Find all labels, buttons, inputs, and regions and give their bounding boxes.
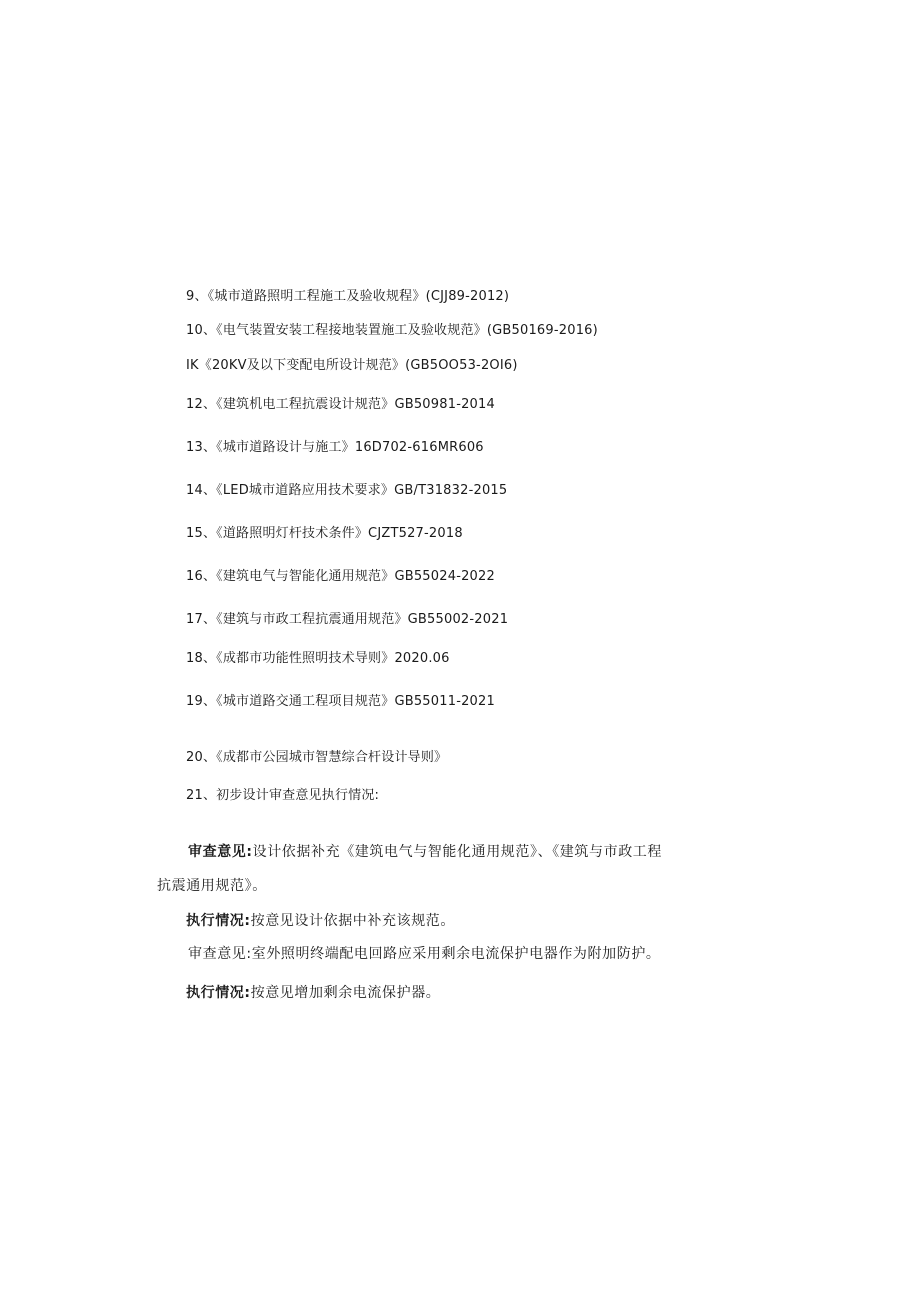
reference-item-18: 18、《成都市功能性照明技术导则》2020.06 xyxy=(186,651,450,666)
execution-status-label: 执行情况: xyxy=(186,913,251,929)
execution-status-label: 执行情况: xyxy=(186,985,251,1001)
reference-item-17: 17、《建筑与市政工程抗震通用规范》GB55002-2021 xyxy=(186,612,509,627)
review-comment-2 xyxy=(188,946,661,962)
execution-status-2 xyxy=(186,985,440,1001)
review-comment-text: 室外照明终端配电回路应采用剩余电流保护电器作为附加防护。 xyxy=(251,946,661,962)
reference-item-9: 9、《城市道路照明工程施工及验收规程》(CJJ89-2012) xyxy=(186,289,510,304)
reference-item-12: 12、《建筑机电工程抗震设计规范》GB50981-2014 xyxy=(186,397,495,412)
review-comment-1 xyxy=(188,844,662,860)
review-comment-label: 审查意见: xyxy=(188,946,252,962)
review-comment-label: 审查意见: xyxy=(188,844,253,860)
review-comment-text: 设计依据补充《建筑电气与智能化通用规范》、《建筑与市政工程 xyxy=(252,844,663,860)
reference-item-15: 15、《道路照明灯杆技术条件》CJZT527-2018 xyxy=(186,526,463,541)
reference-item-10: 10、《电气装置安装工程接地装置施工及验收规范》(GB50169-2016) xyxy=(186,323,598,338)
review-comment-1-continuation: 抗震通用规范》。 xyxy=(157,878,267,894)
reference-item-19: 19、《城市道路交通工程项目规范》GB55011-2021 xyxy=(186,694,495,709)
reference-item-14: 14、《LED城市道路应用技术要求》GB/T31832-2015 xyxy=(186,483,508,498)
execution-status-1 xyxy=(186,913,455,929)
reference-item-20: 20、《成都市公园城市智慧综合杆设计导则》 xyxy=(186,750,448,765)
reference-item-16: 16、《建筑电气与智能化通用规范》GB55024-2022 xyxy=(186,569,495,584)
reference-item-13: 13、《城市道路设计与施工》16D702-616MR606 xyxy=(186,440,484,455)
execution-status-text: 按意见设计依据中补充该规范。 xyxy=(250,913,456,929)
execution-status-text: 按意见增加剩余电流保护器。 xyxy=(250,985,441,1001)
review-section-heading: 21、初步设计审查意见执行情况: xyxy=(186,788,380,803)
reference-item-11: IK《20KV及以下变配电所设计规范》(GB5OO53-2OI6) xyxy=(186,358,518,373)
